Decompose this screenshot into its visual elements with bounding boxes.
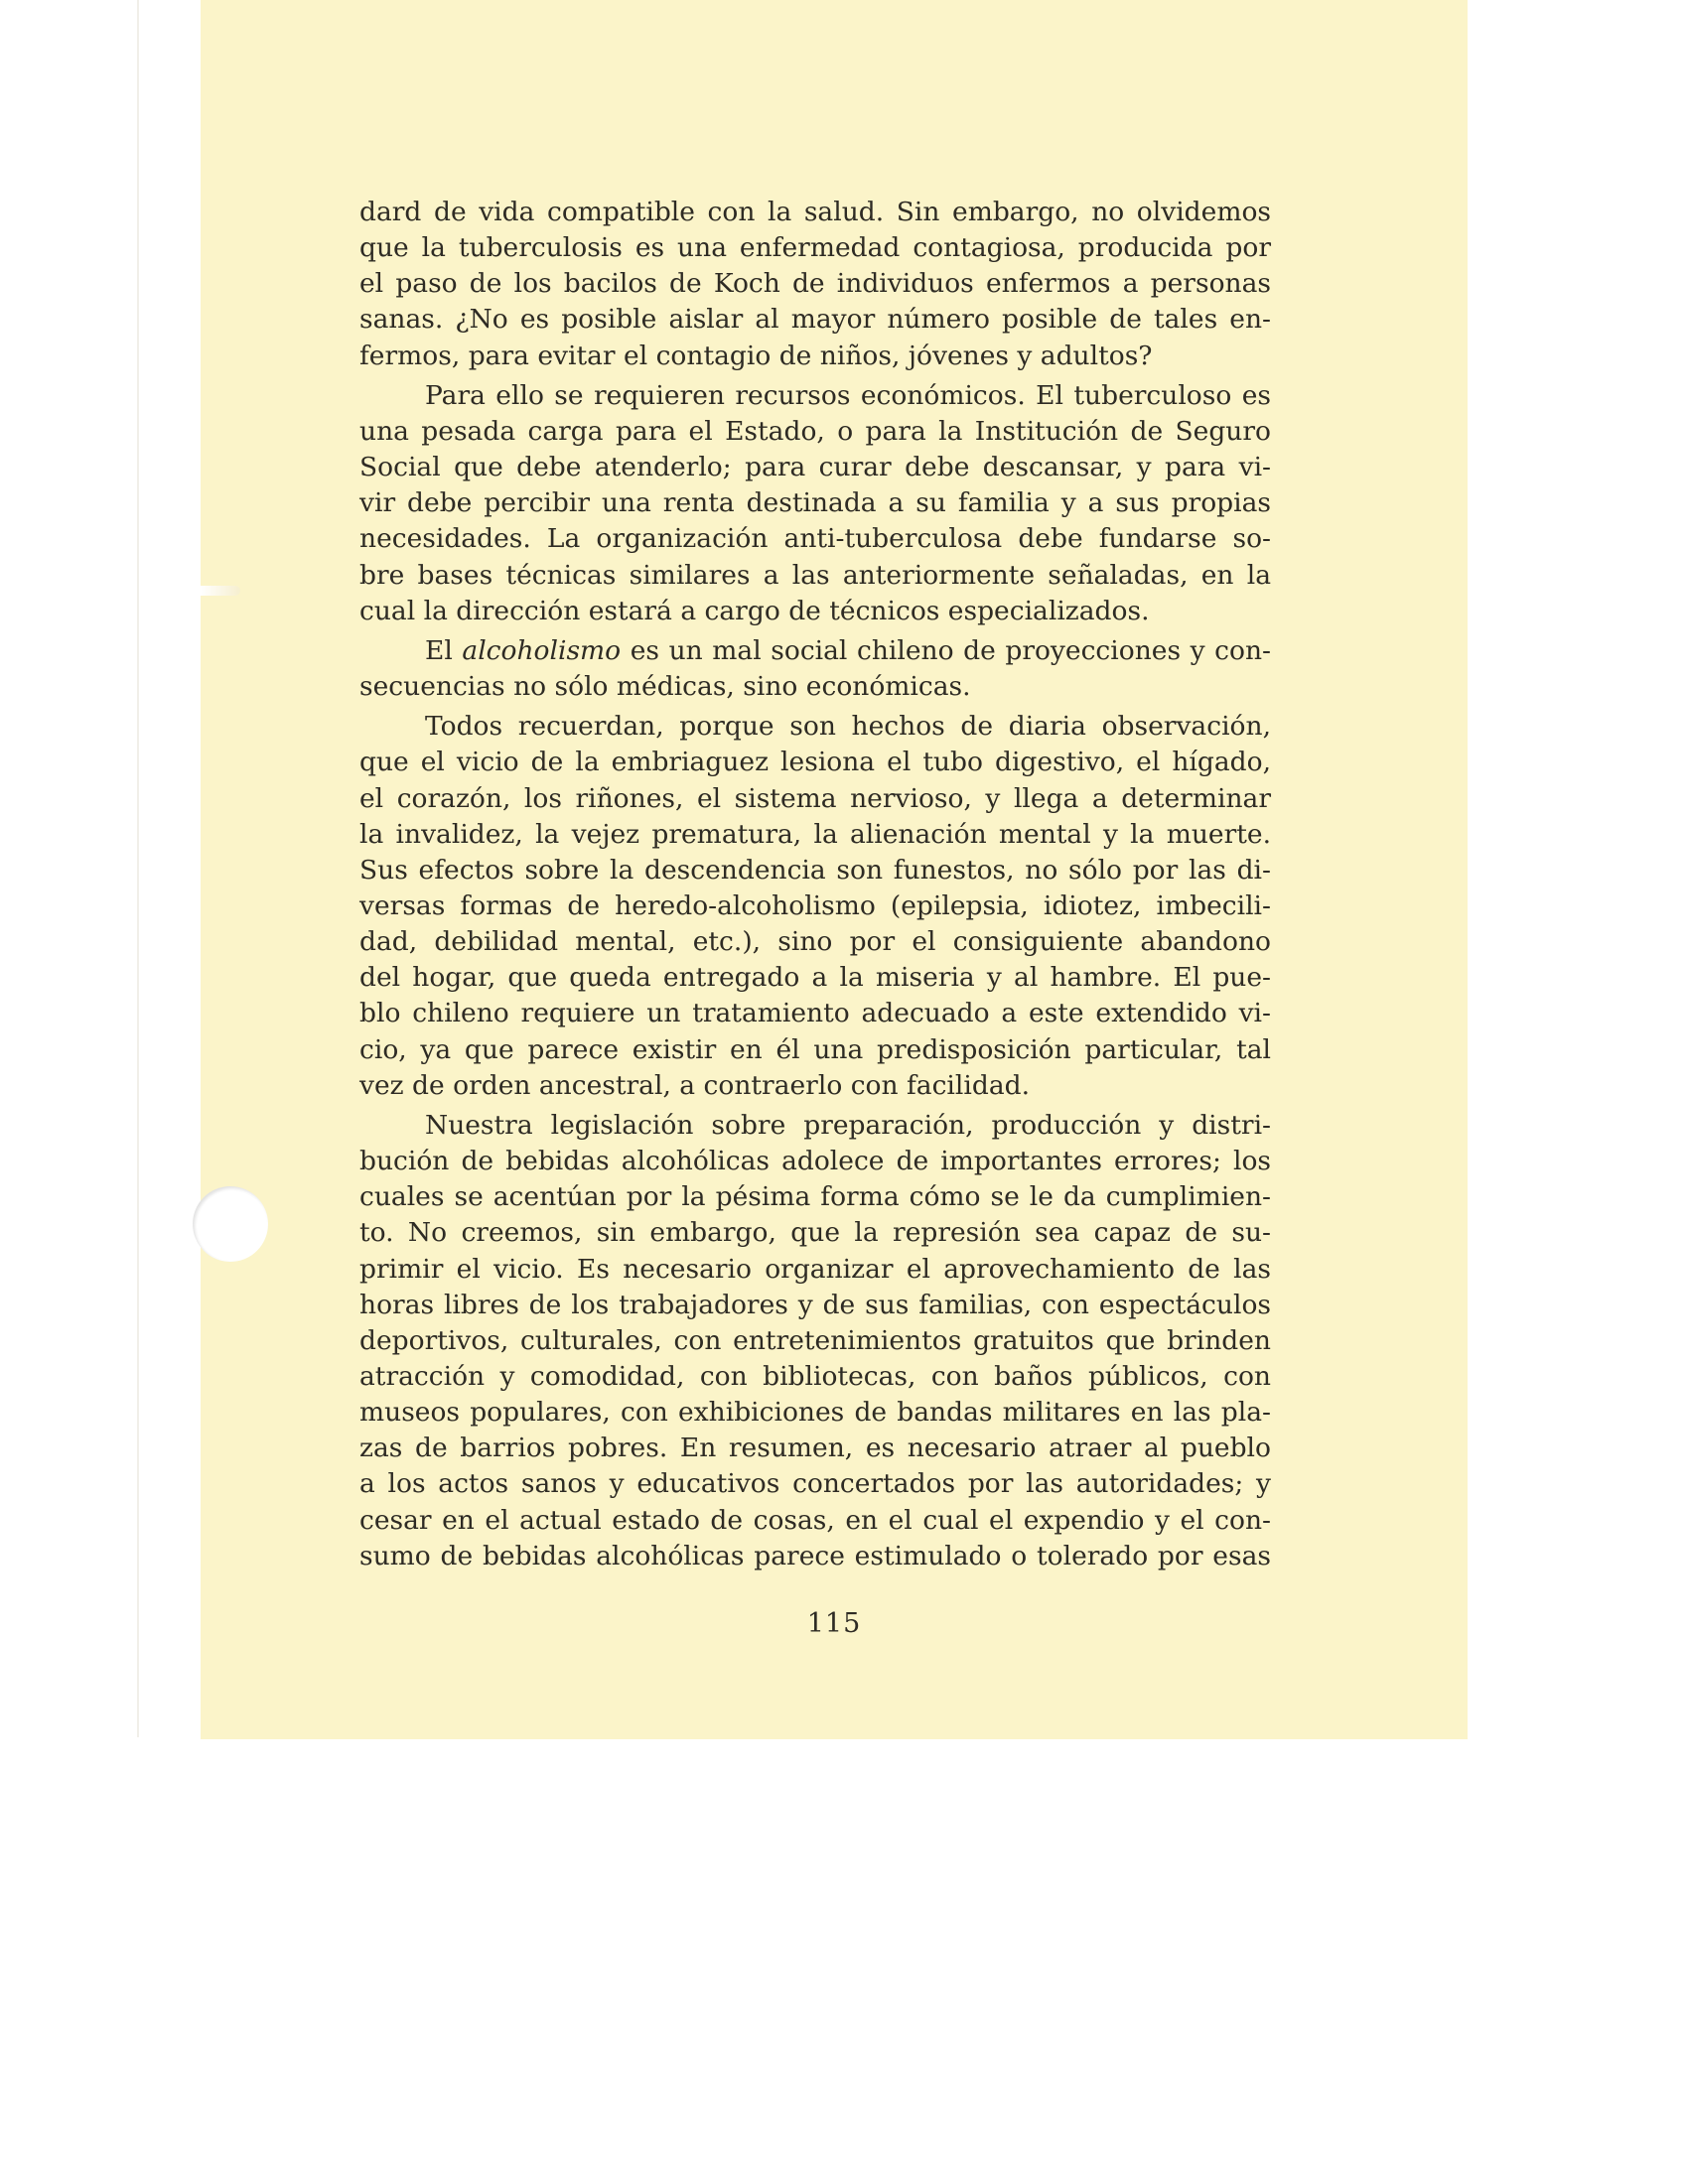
paragraph xyxy=(359,378,1271,629)
punch-hole xyxy=(193,1186,268,1262)
text-line: museos populares, con exhibiciones de bandas militares en las pla- xyxy=(359,1397,1271,1429)
text-line: to. No creemos, sin embargo, que la represión sea capaz de su- xyxy=(359,1217,1271,1249)
text-line: que la tuberculosis es una enfermedad contagiosa, producida por xyxy=(359,232,1271,264)
text-line: cual la dirección estará a cargo de técnicos especializados. xyxy=(359,595,1150,626)
page-tear-mark xyxy=(201,586,240,596)
text-line: cesar en el actual estado de cosas, en el cual el expendio y el con- xyxy=(359,1504,1271,1536)
text-line: que el vicio de la embriaguez lesiona el tubo digestivo, el hígado, xyxy=(359,747,1271,778)
body-text xyxy=(359,195,1271,1578)
italic-term: alcoholismo xyxy=(462,634,622,666)
paragraph xyxy=(359,1108,1271,1574)
text-run: El xyxy=(425,634,463,666)
text-line: primir el vicio. Es necesario organizar el aprovechamiento de las xyxy=(359,1253,1271,1285)
text-line: el corazón, los riñones, el sistema nervioso, y llega a determinar xyxy=(359,782,1271,814)
text-run: secuencias no sólo médicas, sino económicas. xyxy=(359,671,971,703)
text-line: Nuestra legislación sobre preparación, producción y distri- xyxy=(425,1109,1271,1141)
text-line: dad, debilidad mental, etc.), sino por el consiguiente abandono xyxy=(359,926,1271,958)
text-line: versas formas de heredo-alcoholismo (epilepsia, idiotez, imbecili- xyxy=(359,889,1271,921)
paragraph xyxy=(359,709,1271,1104)
text-line: atracción y comodidad, con bibliotecas, con baños públicos, con xyxy=(359,1361,1271,1392)
text-line: Todos recuerdan, porque son hechos de diaria observación, xyxy=(425,711,1271,743)
text-line xyxy=(359,669,1271,705)
text-line: fermos, para evitar el contagio de niños, jóvenes y adultos? xyxy=(359,340,1153,371)
text-line: vez de orden ancestral, a contraerlo con facilidad. xyxy=(359,1069,1031,1101)
text-line: el paso de los bacilos de Koch de individuos enfermos a personas xyxy=(359,268,1271,300)
text-line: Sus efectos sobre la descendencia son funestos, no sólo por las di- xyxy=(359,854,1271,886)
text-line: dard de vida compatible con la salud. Sin embargo, no olvidemos xyxy=(359,197,1271,227)
text-run: es un mal social chileno de proyecciones y con- xyxy=(621,634,1271,666)
text-line: cio, ya que parece existir en él una predisposición particular, tal xyxy=(359,1033,1271,1065)
book-page xyxy=(201,0,1468,1739)
text-line: necesidades. La organización anti-tuberculosa debe fundarse so- xyxy=(359,523,1271,555)
text-line: Para ello se requieren recursos económicos. El tuberculoso es xyxy=(425,379,1271,411)
page-number: 115 xyxy=(806,1608,862,1639)
text-line: la invalidez, la vejez prematura, la alienación mental y la muerte. xyxy=(359,818,1271,850)
scan-edge xyxy=(137,0,139,1737)
text-line: bre bases técnicas similares a las anteriormente señaladas, en la xyxy=(359,559,1271,591)
text-line: blo chileno requiere un tratamiento adecuado a este extendido vi- xyxy=(359,998,1271,1029)
text-line: cuales se acentúan por la pésima forma cómo se le da cumplimien- xyxy=(359,1181,1271,1213)
text-line: deportivos, culturales, con entretenimientos gratuitos que brinden xyxy=(359,1324,1271,1356)
text-line: a los actos sanos y educativos concertados por las autoridades; y xyxy=(359,1468,1271,1500)
text-line: Social que debe atenderlo; para curar debe descansar, y para vi- xyxy=(359,452,1271,483)
text-line: horas libres de los trabajadores y de sus familias, con espectáculos xyxy=(359,1289,1271,1320)
paragraph xyxy=(359,195,1271,374)
paragraph xyxy=(359,633,1271,705)
text-line: sanas. ¿No es posible aislar al mayor número posible de tales en- xyxy=(359,304,1271,336)
text-line: una pesada carga para el Estado, o para la Institución de Seguro xyxy=(359,415,1271,447)
text-line: vir debe percibir una renta destinada a su familia y a sus propias xyxy=(359,487,1271,519)
text-line: sumo de bebidas alcohólicas parece estimulado o tolerado por esas xyxy=(359,1540,1271,1571)
text-line: bución de bebidas alcohólicas adolece de importantes errores; los xyxy=(359,1146,1271,1177)
text-line: del hogar, que queda entregado a la miseria y al hambre. El pue- xyxy=(359,962,1271,994)
text-line: zas de barrios pobres. En resumen, es necesario atraer al pueblo xyxy=(359,1433,1271,1464)
text-line xyxy=(359,633,1271,669)
